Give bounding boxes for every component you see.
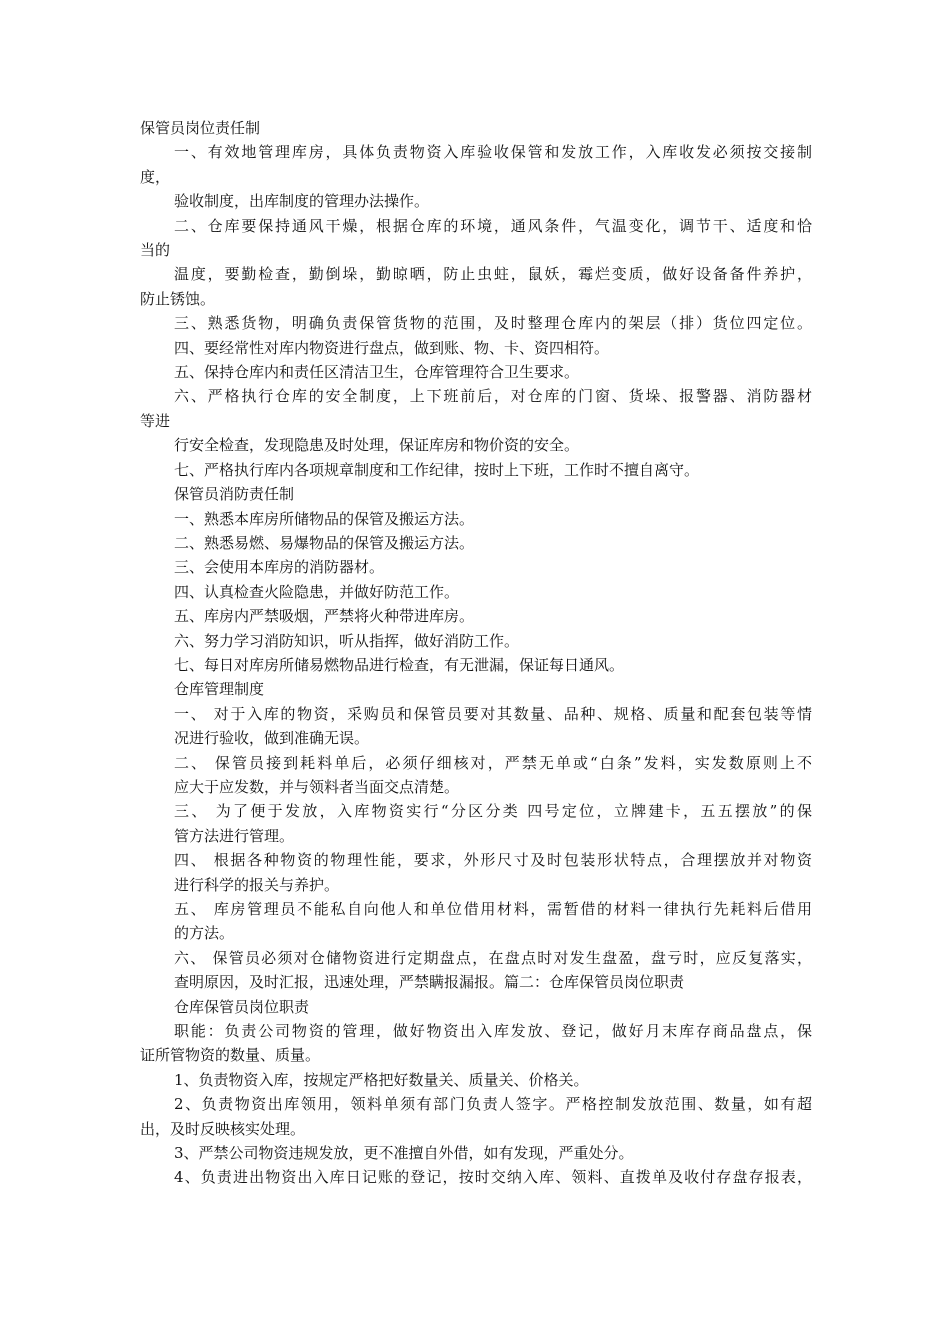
text-line — [140, 1141, 812, 1165]
text-line — [140, 555, 812, 579]
text-line-content: 仓库管理制度 — [174, 680, 265, 699]
text-line-content: 仓库保管员岗位职责 — [174, 997, 310, 1016]
text-line — [140, 140, 812, 164]
text-line — [140, 531, 812, 555]
text-line — [140, 1068, 812, 1092]
text-line-content: 四、 根据各种物资的物理性能，要求，外形尺寸及时包装形状特点，合理摆放并对物资 — [174, 851, 812, 870]
text-line — [140, 262, 812, 286]
text-line — [140, 116, 812, 140]
text-line-content: 四、要经常性对库内物资进行盘点，做到账、物、卡、资四相符。 — [174, 338, 610, 357]
text-line-content: 五、 库房管理员不能私自向他人和单位借用材料，需暂借的材料一律执行先耗料后借用 — [174, 900, 812, 918]
text-line — [140, 458, 812, 482]
text-line-content: 职能：负责公司物资的管理，做好物资出入库发放、登记，做好月末库存商品盘点，保 — [174, 1022, 812, 1041]
text-line — [140, 921, 812, 945]
text-line — [140, 214, 812, 238]
text-line — [140, 629, 812, 653]
text-line — [140, 238, 812, 262]
text-line-content: 进行科学的报关与养护。 — [174, 875, 340, 894]
text-line-content: 三、熟悉货物，明确负责保管货物的范围，及时整理仓库内的架层（排）货位四定位。 — [174, 314, 812, 333]
text-line — [140, 336, 812, 360]
text-line-content: 保管员消防责任制 — [174, 485, 295, 504]
text-line-content: 二、 保管员接到耗料单后，必须仔细核对，严禁无单或“白条”发料，实发数原则上不 — [174, 753, 812, 772]
text-line-content: 等进 — [140, 411, 171, 430]
text-line — [140, 946, 812, 970]
text-line — [140, 824, 812, 848]
text-line-content: 一、熟悉本库房所储物品的保管及搬运方法。 — [174, 509, 475, 528]
text-line — [140, 873, 812, 897]
text-line-content: 温度，要勤检查，勤倒垛，勤晾晒，防止虫蛀，鼠妖，霉烂变质，做好设备备件养护， — [174, 265, 812, 284]
text-line-content: 防止锈蚀。 — [140, 289, 216, 308]
text-line-content: 的方法。 — [174, 924, 235, 943]
text-line-content: 当的 — [140, 241, 171, 260]
text-line-content: 六、 保管员必须对仓储物资进行定期盘点，在盘点时对发生盘盈，盘亏时，应反复落实， — [174, 948, 812, 967]
text-line-content: 一、 对于入库的物资，采购员和保管员要对其数量、品种、规格、质量和配套包装等情 — [174, 704, 812, 723]
text-line-content: 出，及时反映核实处理。 — [140, 1119, 306, 1138]
text-line-content: 度， — [140, 167, 171, 186]
text-line — [140, 653, 812, 677]
text-line — [140, 1043, 812, 1067]
text-line-content: 四、认真检查火险隐患，并做好防范工作。 — [174, 582, 460, 601]
text-line-content: 三、会使用本库房的消防器材。 — [174, 558, 385, 577]
text-line-content: 三、 为了便于发放，入库物资实行“分区分类 四号定位，立牌建卡，五五摆放”的保 — [174, 802, 812, 821]
text-line-content: 1、负责物资入库，按规定严格把好数量关、质量关、价格关。 — [174, 1070, 589, 1089]
text-line — [140, 287, 812, 311]
text-line — [140, 970, 812, 994]
text-line — [140, 409, 812, 433]
text-line — [140, 677, 812, 701]
text-line-content: 应大于应发数，并与领料者当面交点清楚。 — [174, 777, 460, 796]
text-line-content: 一、有效地管理库房，具体负责物资入库验收保管和发放工作，入库收发必须按交接制 — [174, 143, 812, 162]
text-line — [140, 799, 812, 823]
text-line — [140, 1019, 812, 1043]
text-line — [140, 580, 812, 604]
text-line-content: 证所管物资的数量、质量。 — [140, 1046, 321, 1065]
text-line-content: 五、保持仓库内和责任区清洁卫生，仓库管理符合卫生要求。 — [174, 363, 580, 382]
text-line — [140, 507, 812, 531]
text-line-content: 五、库房内严禁吸烟，严禁将火种带进库房。 — [174, 607, 475, 626]
text-line — [140, 604, 812, 628]
text-line — [140, 848, 812, 872]
text-line — [140, 384, 812, 408]
text-line — [140, 482, 812, 506]
text-line — [140, 702, 812, 726]
text-line-content: 2、负责物资出库领用，领料单须有部门负责人签字。严格控制发放范围、数量，如有超 — [174, 1095, 812, 1114]
text-line — [140, 1092, 812, 1116]
text-line-content: 管方法进行管理。 — [174, 826, 295, 845]
text-line-content: 二、仓库要保持通风干燥，根据仓库的环境，通风条件，气温变化，调节干、适度和恰 — [174, 216, 812, 235]
text-line — [140, 1165, 812, 1189]
text-line-content: 六、努力学习消防知识，听从指挥，做好消防工作。 — [174, 631, 520, 650]
text-line-content: 3、严禁公司物资违规发放，更不准擅自外借，如有发现，严重处分。 — [174, 1144, 634, 1163]
document-page — [140, 116, 812, 1190]
text-line-content: 行安全检查，发现隐患及时处理，保证库房和物价资的安全。 — [174, 436, 580, 455]
text-line-content: 验收制度，出库制度的管理办法操作。 — [174, 192, 430, 211]
text-line — [140, 726, 812, 750]
text-line-content: 二、熟悉易燃、易爆物品的保管及搬运方法。 — [174, 533, 475, 552]
text-line-content: 六、严格执行仓库的安全制度，上下班前后，对仓库的门窗、货垛、报警器、消防器材 — [174, 387, 812, 406]
text-line-content: 保管员岗位责任制 — [140, 119, 261, 137]
text-line-content: 查明原因，及时汇报，迅速处理，严禁瞒报漏报。篇二：仓库保管员岗位职责 — [174, 973, 685, 992]
text-line — [140, 360, 812, 384]
text-line — [140, 995, 812, 1019]
text-line-content: 七、每日对库房所储易燃物品进行检查，有无泄漏，保证每日通风。 — [174, 655, 625, 674]
text-line-content: 况进行验收，做到准确无误。 — [174, 729, 370, 748]
text-line — [140, 1117, 812, 1141]
text-line-content: 七、严格执行库内各项规章制度和工作纪律，按时上下班，工作时不擅自离守。 — [174, 460, 700, 479]
text-line — [140, 311, 812, 335]
text-line — [140, 433, 812, 457]
text-line-content: 4、负责进出物资出入库日记账的登记，按时交纳入库、领料、直拨单及收付存盘存报表， — [174, 1168, 812, 1187]
text-line — [140, 165, 812, 189]
text-line — [140, 189, 812, 213]
text-line — [140, 751, 812, 775]
text-line — [140, 897, 812, 921]
text-line — [140, 775, 812, 799]
